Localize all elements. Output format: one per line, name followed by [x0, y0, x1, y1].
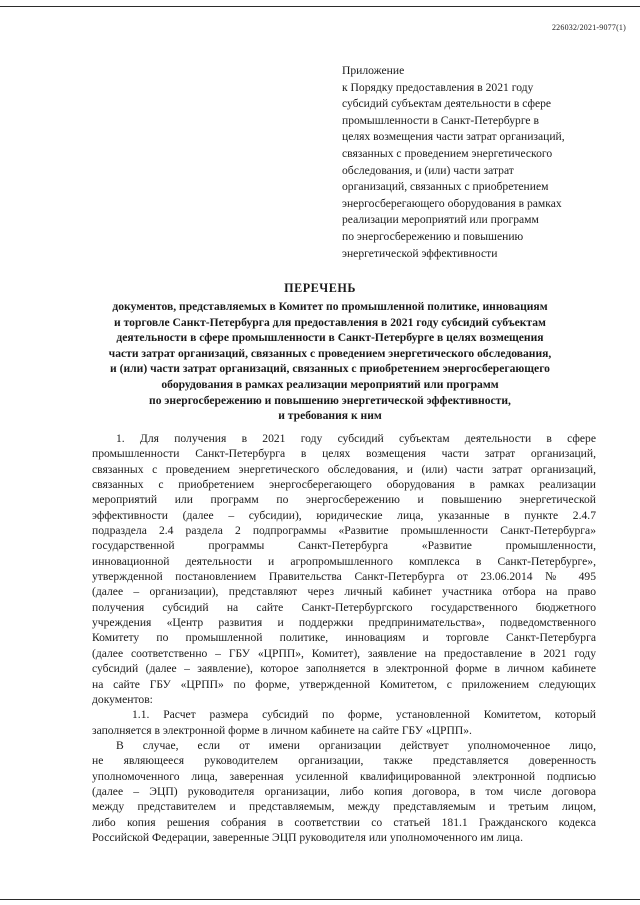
- paragraph-1-line: (далее соответственно – ГБУ «ЦРПП», Комитет), заявление на предоставление в 2021 году: [92, 646, 596, 660]
- paragraph-1-line: мероприятий или программ по энергосбережению и повышению энергетической: [92, 493, 596, 507]
- paragraph-1-line: эффективности (далее – субсидии), юридические лица, указанные в пункте 2.4.7: [92, 508, 596, 522]
- paragraph-3-line: (далее – ЭЦП) руководителя организации, либо копия договора, в том числе договора: [92, 784, 596, 798]
- appendix-line: Приложение: [342, 64, 405, 77]
- top-border-line: [0, 6, 640, 7]
- paragraph-1-line: (далее – организации), представляют через личный кабинет участника отбора на право: [92, 585, 596, 599]
- appendix-line: субсидий субъектам деятельности в сфере: [342, 97, 552, 111]
- appendix-line: энергосберегающего оборудования в рамках: [342, 196, 562, 210]
- bottom-border-line: [0, 899, 640, 900]
- paragraph-2-line: 1.1. Расчет размера субсидий по форме, установленной Комитетом, который: [132, 708, 596, 722]
- subtitle-line: и торговле Санкт-Петербурга для предоставления в 2021 году субсидий субъектам: [114, 315, 546, 329]
- paragraph-1-line: связанных с проведением энергетического обследования, и (или) части затрат организаций,: [92, 462, 596, 476]
- appendix-line: по энергосбережению и повышению: [342, 229, 524, 243]
- subtitle-line: по энергосбережению и повышению энергетической эффективности,: [149, 393, 511, 407]
- paragraph-3-line: уполномоченного лица, заверенная усиленной квалифицированной электронной подписью: [92, 769, 596, 783]
- paragraph-3-line: между представителем и представляемым, между представляемым и третьим лицом,: [92, 800, 596, 814]
- paragraph-3-line: В случае, если от имени организации действует уполномоченное лицо,: [116, 738, 596, 752]
- subtitle-line: и требования к ним: [278, 409, 382, 423]
- paragraph-1-line: связанных с приобретением энергосберегающего оборудования в рамках реализации: [92, 478, 596, 492]
- document-body: [92, 431, 596, 845]
- paragraph-1-line: 1. Для получения в 2021 году субсидий субъектам деятельности в сфере: [116, 432, 596, 445]
- subtitle-line: и (или) части затрат организаций, связанных с приобретением энергосберегающего: [110, 362, 550, 376]
- document-subtitle: [60, 299, 600, 424]
- subtitle-line: части затрат организаций, связанных с проведением энергетического обследования,: [108, 346, 552, 360]
- subtitle-line: оборудования в рамках реализации мероприятий или программ: [161, 377, 499, 391]
- paragraph-3-line: Российской Федерации, заверенные ЭЦП руководителя или уполномоченного им лица.: [92, 830, 523, 844]
- paragraph-1-line: Комитету по промышленной политике, инновациям и торговле Санкт-Петербурга: [92, 631, 596, 645]
- paragraph-3-line: не являющееся руководителем организации, также представляется доверенность: [92, 754, 596, 768]
- paragraph-1-line: на сайте ГБУ «ЦРПП» по форме, утвержденной Комитетом, с приложением следующих: [92, 677, 596, 691]
- document-number: 226032/2021-9077(1): [551, 23, 626, 32]
- appendix-line: организаций, связанных с приобретением: [342, 180, 549, 194]
- paragraph-3-line: либо копия решения собрания в соответствии со статьей 181.1 Гражданского кодекса: [92, 815, 596, 829]
- paragraph-1-line: документов:: [92, 692, 153, 706]
- paragraph-1-line: подраздела 2.4 раздела 2 подпрограммы «Развитие промышленности Санкт-Петербурга»: [92, 524, 596, 538]
- appendix-line: обследования, и (или) части затрат: [342, 163, 514, 177]
- appendix-line: реализации мероприятий или программ: [342, 213, 539, 227]
- subtitle-line: деятельности в сфере промышленности в Санкт-Петербурге в целях возмещения: [116, 331, 544, 345]
- appendix-block: [342, 63, 604, 262]
- paragraph-1-line: субсидий (далее – заявление), которое заполняется в электронной форме в личном кабинете: [92, 662, 596, 676]
- paragraph-1-line: утвержденной постановлением Правительства Санкт-Петербурга от 23.06.2014 № 495: [92, 570, 596, 584]
- paragraph-1-line: промышленности Санкт-Петербурга в целях возмещения части затрат организаций,: [92, 447, 596, 461]
- paragraph-1-line: учреждения «Центр развития и поддержки предпринимательства», подведомственного: [92, 616, 596, 630]
- appendix-line: связанных с проведением энергетического: [342, 146, 553, 160]
- paragraph-1-line: инновационной деятельности и агропромышленного комплекса в Санкт-Петербурге»,: [92, 554, 596, 568]
- subtitle-line: документов, представляемых в Комитет по промышленной политике, инновациям: [112, 300, 548, 313]
- appendix-line: энергетической эффективности: [342, 246, 498, 260]
- appendix-line: целях возмещения части затрат организаций,: [342, 130, 565, 144]
- document-title: ПЕРЕЧЕНЬ: [284, 281, 356, 295]
- paragraph-1-line: государственной программы Санкт-Петербурга «Развитие промышленности,: [92, 539, 596, 553]
- appendix-line: к Порядку предоставления в 2021 году: [342, 80, 534, 94]
- paragraph-1-line: получения субсидий на сайте Санкт-Петербургского государственного бюджетного: [92, 600, 596, 614]
- appendix-line: промышленности в Санкт-Петербурге в: [342, 113, 539, 127]
- paragraph-2-line: заполняется в электронной форме в личном кабинете на сайте ГБУ «ЦРПП».: [92, 723, 472, 737]
